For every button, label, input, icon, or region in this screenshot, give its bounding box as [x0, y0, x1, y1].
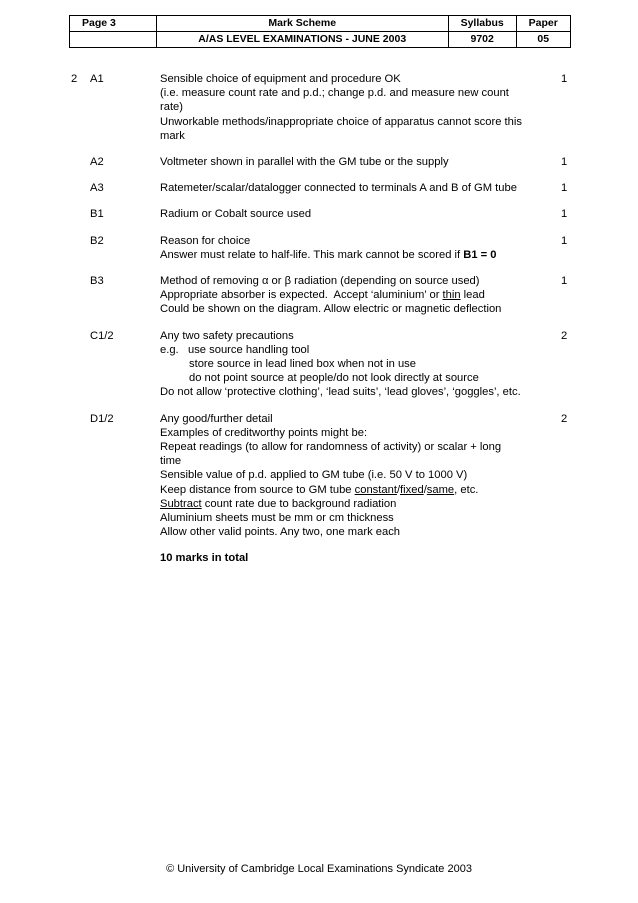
- item-mark: 1: [561, 182, 568, 195]
- item-text: Could be shown on the diagram. Allow electric or magnetic deflection: [160, 303, 502, 316]
- item-text: do not point source at people/do not look directly at source: [189, 372, 479, 385]
- paper-value: 05: [516, 32, 570, 48]
- mark-item: [0, 234, 638, 262]
- item-text: Ratemeter/scalar/datalogger connected to terminals A and B of GM tube: [160, 182, 517, 195]
- item-text: Examples of creditworthy points might be:: [160, 426, 368, 439]
- mark-item: [0, 181, 638, 195]
- item-text: Voltmeter shown in parallel with the GM tube or the supply: [160, 156, 449, 169]
- item-text: Keep distance from source to GM tube constant/fixed/same, etc.: [160, 483, 479, 496]
- item-text: Unworkable methods/inappropriate choice of apparatus cannot score this mark: [160, 115, 526, 142]
- item-mark: 1: [561, 208, 568, 221]
- item-mark: 1: [561, 275, 568, 288]
- syllabus-value: 9702: [448, 32, 516, 48]
- header-empty-cell: [70, 32, 157, 48]
- total-marks: 10 marks in total: [160, 552, 249, 565]
- item-text: Appropriate absorber is expected. Accept ‘aluminium’ or thin lead: [160, 289, 485, 302]
- item-code: B3: [90, 275, 104, 288]
- paper-label: Paper: [516, 16, 570, 32]
- item-mark: 1: [561, 234, 568, 247]
- mark-item: [0, 274, 638, 317]
- item-code: D1/2: [90, 412, 114, 425]
- bold-condition: B1 = 0: [463, 248, 497, 261]
- item-text: Aluminium sheets must be mm or cm thickness: [160, 512, 394, 525]
- item-mark: 1: [561, 156, 568, 169]
- item-text: Allow other valid points. Any two, one mark each: [160, 526, 401, 539]
- item-mark: 2: [561, 412, 568, 425]
- underlined-word: thin: [442, 289, 461, 302]
- item-code: A3: [90, 182, 104, 195]
- item-text: (i.e. measure count rate and p.d.; change p.d. and measure new count rate): [160, 87, 513, 114]
- item-text: Method of removing α or β radiation (depending on source used): [160, 275, 480, 288]
- item-mark: 2: [561, 329, 568, 342]
- copyright-footer: © University of Cambridge Local Examinations Syndicate 2003: [166, 863, 472, 875]
- mark-item: [0, 329, 638, 400]
- item-text: Sensible value of p.d. applied to GM tube (i.e. 50 V to 1000 V): [160, 469, 468, 482]
- mark-item: [0, 207, 638, 221]
- item-text: Answer must relate to half-life. This mark cannot be scored if B1 = 0: [160, 248, 497, 261]
- item-code: C1/2: [90, 329, 114, 342]
- item-text: Radium or Cobalt source used: [160, 208, 312, 221]
- item-code: B1: [90, 208, 104, 221]
- syllabus-label: Syllabus: [448, 16, 516, 32]
- item-code: A2: [90, 156, 104, 169]
- mark-item: [0, 72, 638, 143]
- document-title: Mark Scheme: [156, 16, 448, 32]
- item-text: Any two safety precautions: [160, 329, 294, 342]
- mark-scheme-content: [0, 72, 638, 578]
- header-table: [69, 15, 571, 48]
- item-text: Reason for choice: [160, 234, 251, 247]
- mark-item: [0, 155, 638, 169]
- question-number: 2: [71, 73, 78, 85]
- document-subtitle: A/AS LEVEL EXAMINATIONS - JUNE 2003: [156, 32, 448, 48]
- item-code: A1: [90, 73, 104, 85]
- item-text: Sensible choice of equipment and procedure OK: [160, 73, 401, 85]
- item-text: Any good/further detail: [160, 412, 273, 425]
- item-mark: 1: [561, 73, 568, 85]
- item-text: Subtract count rate due to background radiation: [160, 497, 397, 510]
- item-text: Repeat readings (to allow for randomness of activity) or scalar + long time: [160, 441, 505, 468]
- item-code: B2: [90, 234, 104, 247]
- mark-item: [0, 412, 638, 566]
- item-text: Do not allow ‘protective clothing’, ‘lead suits’, ‘lead gloves’, ‘goggles’, etc.: [160, 386, 521, 399]
- item-text: store source in lead lined box when not in use: [189, 358, 417, 371]
- page-label: Page 3: [70, 16, 157, 32]
- item-text: e.g. use source handling tool: [160, 343, 310, 356]
